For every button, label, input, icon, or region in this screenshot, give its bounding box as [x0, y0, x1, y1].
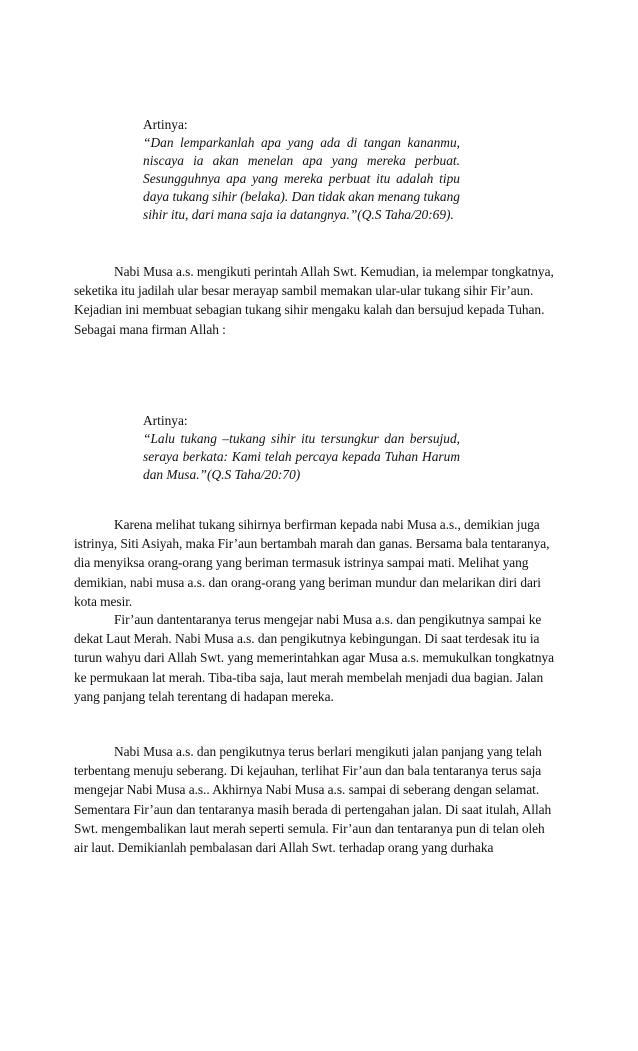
body-paragraph: Karena melihat tukang sihirnya berfirman kepada nabi Musa a.s., demikian juga istrinya, Siti Asiyah, maka Fir’aun bertambah marah dan ganas. Bersama bala tentaranya, dia menyiksa orang-orang yang beriman termasuk istrinya sampai mati. Melihat yang demikian, nabi musa a.s. dan orang-orang yang beriman mundur dan melarikan diri dari kota mesir.	[74, 517, 550, 609]
translation-label: Artinya:	[143, 413, 188, 428]
translation-label: Artinya:	[143, 117, 188, 132]
translation-text: “Lalu tukang –tukang sihir itu tersungkur dan bersujud, seraya berkata: Kami telah percaya kepada Tuhan Harum dan Musa.”(Q.S Taha/20:70)	[143, 431, 460, 482]
body-paragraph: Nabi Musa a.s. dan pengikutnya terus berlari mengikuti jalan panjang yang telah terbentang menuju seberang. Di kejauhan, terlihat Fir’aun dan bala tentaranya terus saja mengejar Nabi Musa a.s.. Akhirnya Nabi Musa a.s. sampai di seberang dengan selamat. Sementara Fir’aun dan tentaranya masih berada di pertengahan jalan. Di saat itulah, Allah Swt. mengembalikan laut merah seperti semula. Fir’aun dan tentaranya pun di telan oleh air laut. Demikianlah pembalasan dari Allah Swt. terhadap orang yang durhaka	[74, 744, 552, 856]
body-paragraph: Fir’aun dantentaranya terus mengejar nabi Musa a.s. dan pengikutnya sampai ke dekat Laut Merah. Nabi Musa a.s. dan pengikutnya kebingungan. Di saat terdesak itu ia turun wahyu dari Allah Swt. yang memerintahkan agar Musa a.s. memukulkan tongkatnya ke permukaan lat merah. Tiba-tiba saja, laut merah membelah menjadi dua bagian. Jalan yang panjang telah terentang di hadapan mereka.	[74, 612, 555, 704]
quran-translation-block	[143, 116, 460, 224]
body-paragraph: Nabi Musa a.s. mengikuti perintah Allah Swt. Kemudian, ia melempar tongkatnya, seketika itu jadilah ular besar merayap sambil memakan ular-ular tukang sihir Fir’aun. Kejadian ini membuat sebagian tukang sihir mengaku kalah dan bersujud kepada Tuhan. Sebagai mana firman Allah :	[74, 264, 554, 337]
quran-translation-block	[143, 412, 460, 484]
translation-text: “Dan lemparkanlah apa yang ada di tangan kananmu, niscaya ia akan menelan apa yang mereka perbuat. Sesungguhnya apa yang mereka perbuat itu adalah tipu daya tukang sihir (belaka). Dan tidak akan menang tukang sihir itu, dari mana saja ia datangnya.”(Q.S Taha/20:69).	[143, 135, 460, 222]
